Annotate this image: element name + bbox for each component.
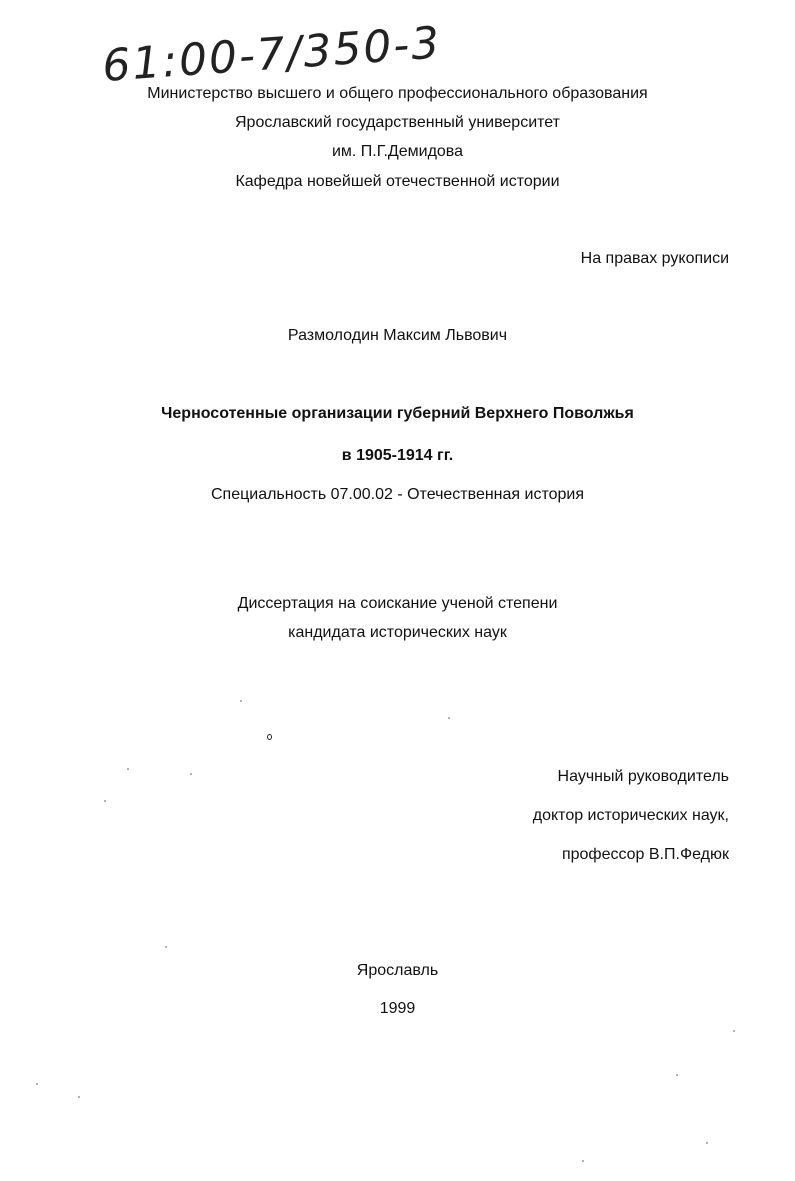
- stray-mark: [267, 734, 272, 740]
- year: 1999: [379, 1000, 416, 1017]
- scan-speck: [676, 1074, 678, 1076]
- manuscript-rights: На правах рукописи: [580, 250, 729, 267]
- city: Ярославль: [356, 962, 439, 979]
- handwritten-number-text: 61:00-7/350-3: [100, 17, 443, 92]
- specialty-line: Специальность 07.00.02 - Отечественная история: [210, 486, 585, 503]
- handwritten-archive-number: [98, 17, 478, 92]
- dissertation-title-line1: Черносотенные организации губерний Верхнего Поволжья: [161, 405, 634, 422]
- scan-speck: [190, 773, 192, 775]
- supervisor-degree: доктор исторических наук,: [532, 807, 729, 824]
- scan-speck: [78, 1096, 80, 1098]
- ministry-line: Министерство высшего и общего профессионального образования: [147, 85, 648, 102]
- scan-speck: [448, 717, 450, 719]
- scan-speck: [104, 800, 106, 802]
- scan-speck: [240, 700, 242, 702]
- named-after-line: им. П.Г.Демидова: [331, 143, 464, 160]
- scan-speck: [733, 1030, 735, 1032]
- supervisor-role: Научный руководитель: [557, 768, 729, 785]
- degree-purpose-line2: кандидата исторических наук: [288, 624, 507, 641]
- supervisor-name: профессор В.П.Федюк: [561, 846, 729, 863]
- university-line: Ярославский государственный университет: [235, 114, 560, 131]
- scan-speck: [706, 1142, 708, 1144]
- scan-speck: [36, 1083, 38, 1085]
- handwritten-number-drawing: [98, 17, 478, 92]
- scan-speck: [127, 768, 129, 770]
- dissertation-title-line2: в 1905-1914 гг.: [341, 447, 454, 464]
- scan-speck: [165, 946, 167, 948]
- degree-purpose-line1: Диссертация на соискание ученой степени: [237, 595, 558, 612]
- department-line: Кафедра новейшей отечественной истории: [235, 173, 560, 190]
- scan-speck: [582, 1160, 584, 1162]
- author-name: Размолодин Максим Львович: [287, 327, 508, 344]
